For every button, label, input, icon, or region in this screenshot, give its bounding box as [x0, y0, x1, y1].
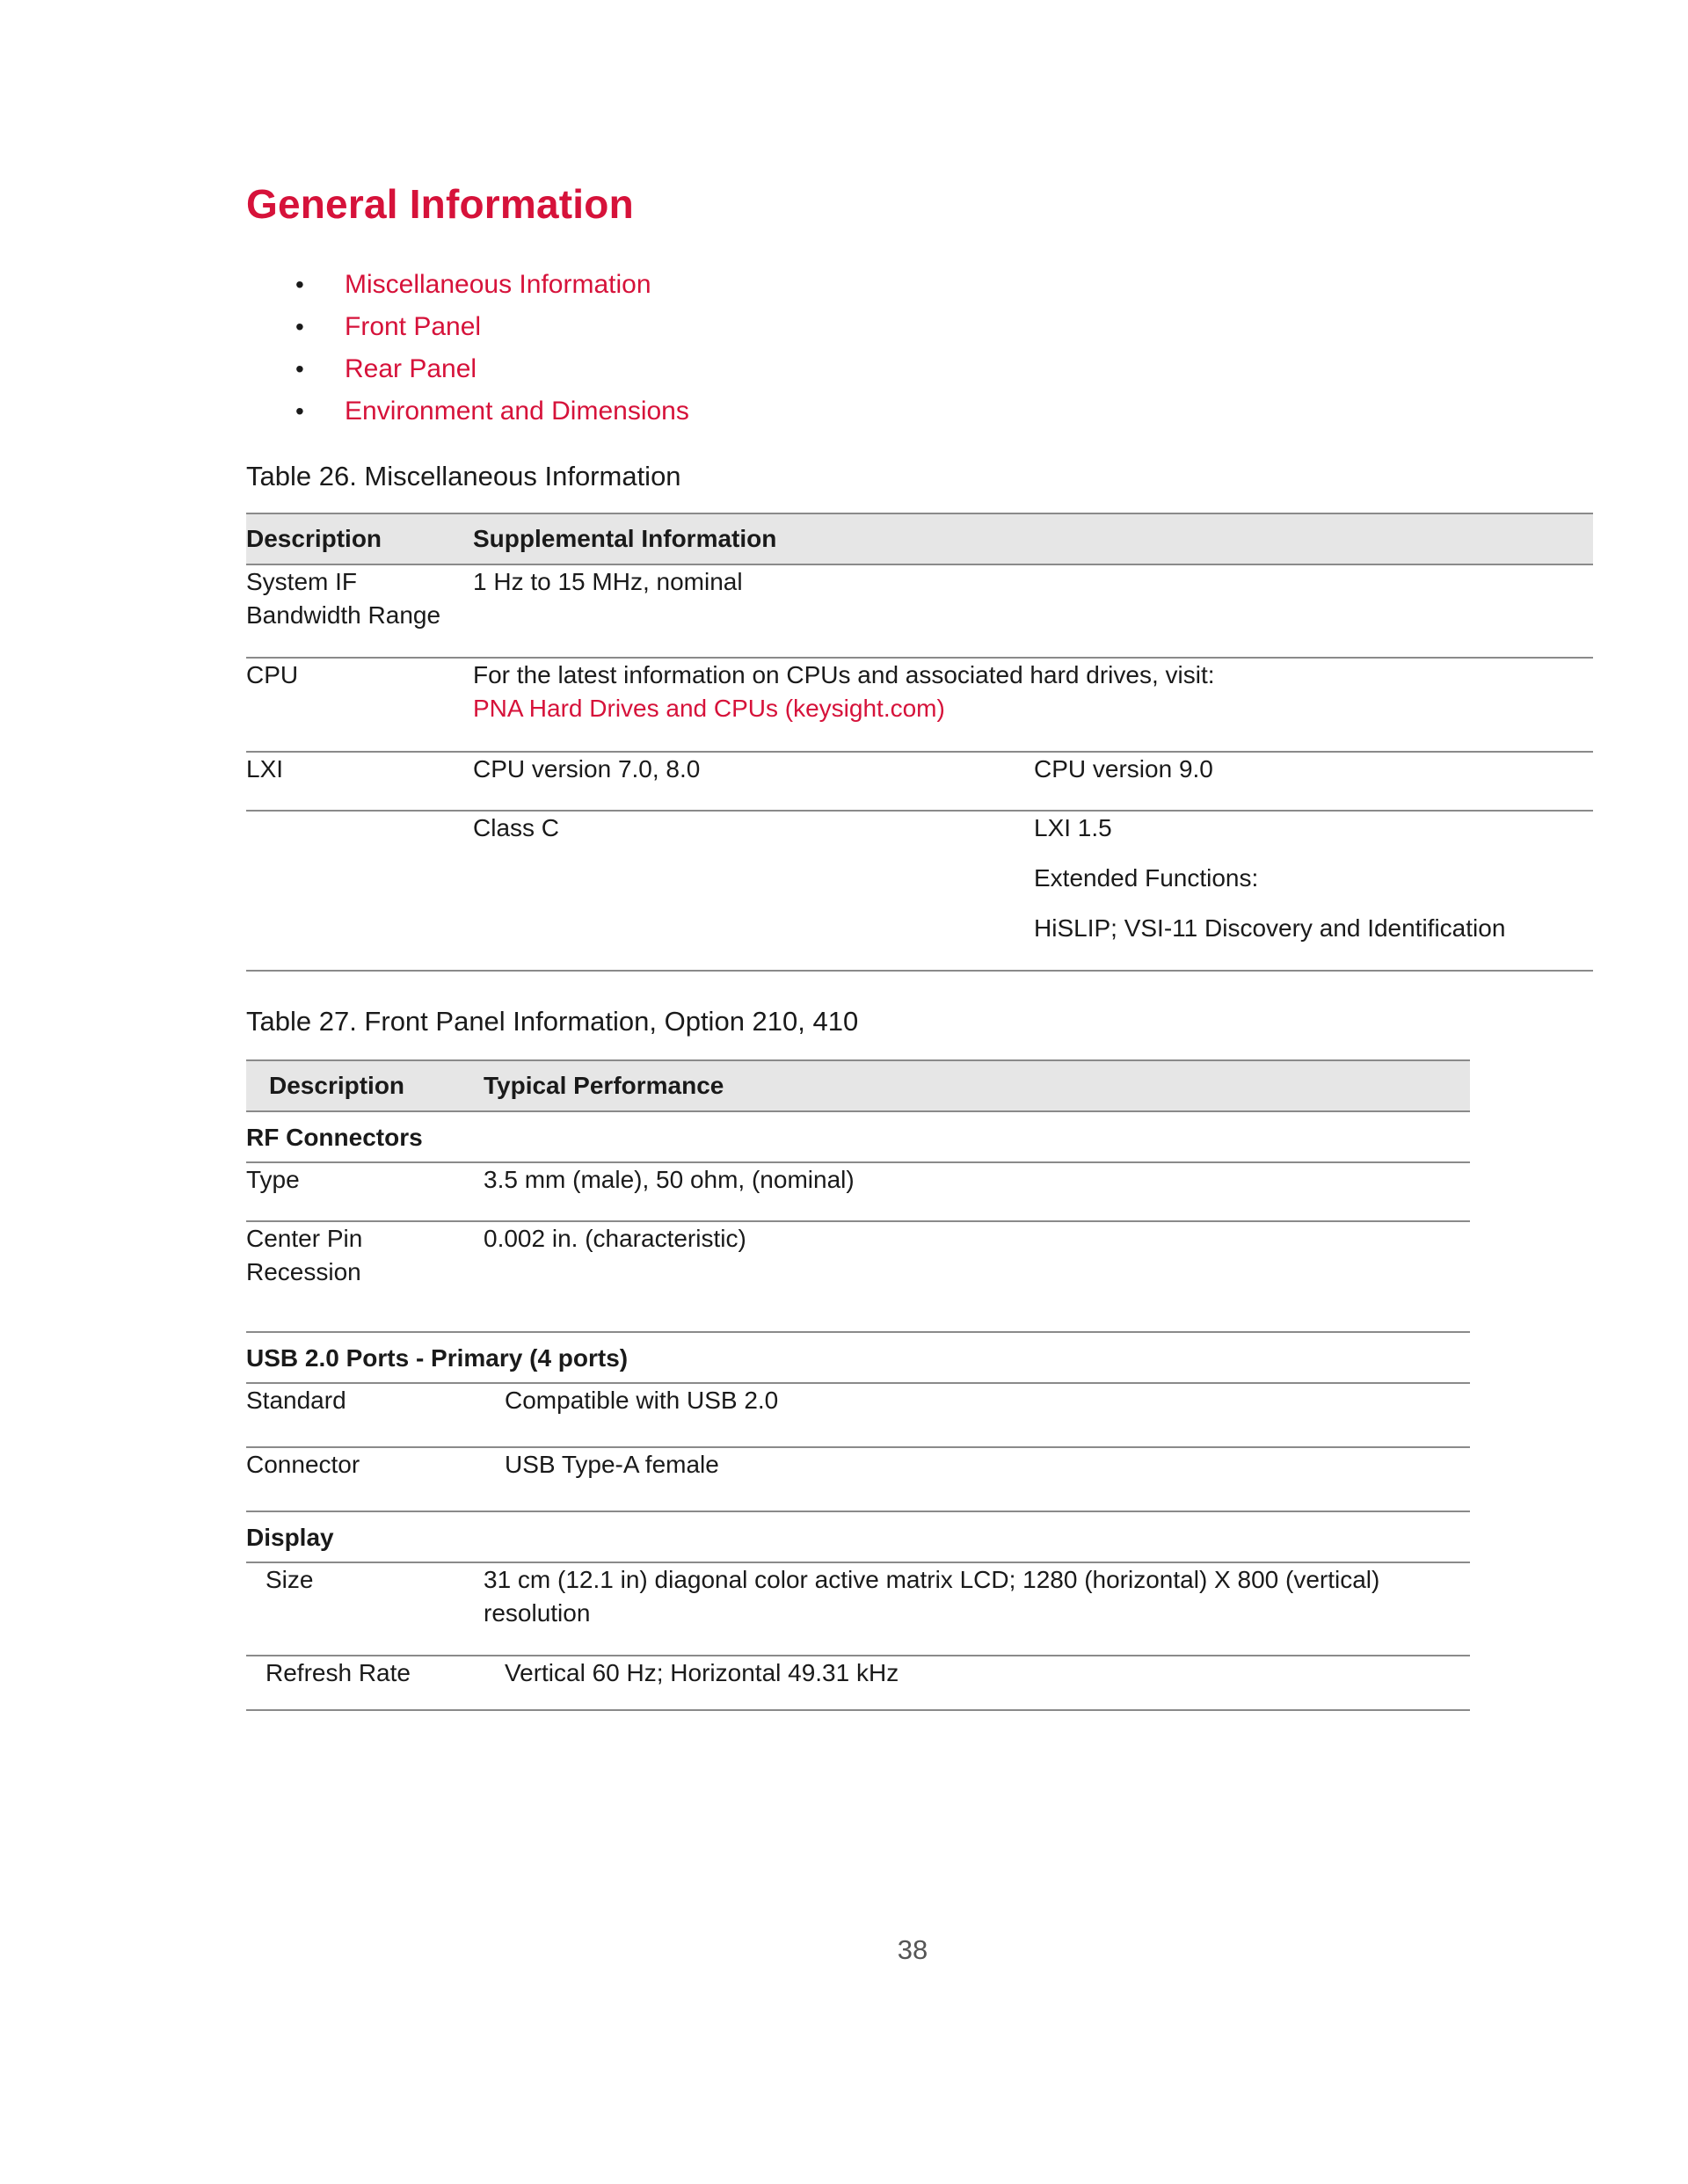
- table-header-row: [246, 1060, 1470, 1111]
- row-value: Compatible with USB 2.0: [505, 1387, 779, 1414]
- row-value: 0.002 in. (characteristic): [484, 1225, 746, 1252]
- list-item: [246, 306, 689, 348]
- row-value: CPU version 7.0, 8.0: [473, 755, 701, 783]
- lxi-extended-functions-label: Extended Functions:: [1034, 864, 1259, 892]
- cpu-info-text: For the latest information on CPUs and associated hard drives, visit:: [473, 661, 1215, 688]
- table-row: [246, 811, 1593, 971]
- bullet-icon: •: [295, 313, 304, 340]
- link-miscellaneous-information[interactable]: Miscellaneous Information: [345, 270, 651, 299]
- section-title: RF Connectors: [246, 1124, 423, 1151]
- section-row-usb-ports: [246, 1332, 1470, 1383]
- link-front-panel[interactable]: Front Panel: [345, 312, 482, 341]
- list-item: [246, 390, 689, 433]
- section-links-list: [246, 264, 689, 433]
- link-environment-and-dimensions[interactable]: Environment and Dimensions: [345, 397, 689, 426]
- table-27-caption: Table 27. Front Panel Information, Option 210, 410: [246, 1006, 859, 1037]
- section-title: USB 2.0 Ports - Primary (4 ports): [246, 1344, 629, 1372]
- table-row: [246, 752, 1593, 811]
- table-row: [246, 1383, 1470, 1447]
- row-value: Class C: [473, 814, 560, 841]
- row-value: [1034, 811, 1593, 971]
- row-description: [246, 811, 473, 971]
- pna-hard-drives-link[interactable]: PNA Hard Drives and CPUs (keysight.com): [473, 695, 945, 722]
- column-header-description: Description: [246, 525, 382, 552]
- section-row-rf-connectors: [246, 1111, 1470, 1162]
- bullet-icon: •: [295, 355, 304, 382]
- table-row: [246, 1221, 1470, 1332]
- column-header-typical-performance: Typical Performance: [484, 1072, 724, 1099]
- row-value: 3.5 mm (male), 50 ohm, (nominal): [484, 1166, 855, 1193]
- row-description: System IF Bandwidth Range: [246, 568, 441, 629]
- row-description: Center Pin Recession: [246, 1225, 363, 1285]
- page-number: 38: [897, 1934, 928, 1965]
- table-26-miscellaneous-information: [246, 513, 1593, 972]
- row-description: LXI: [246, 755, 284, 783]
- row-value: CPU version 9.0: [1034, 755, 1213, 783]
- row-description: Size: [266, 1566, 314, 1593]
- lxi-version: LXI 1.5: [1034, 814, 1112, 841]
- lxi-extended-functions-list: HiSLIP; VSI-11 Discovery and Identification: [1034, 914, 1506, 942]
- row-description: Standard: [246, 1387, 346, 1414]
- link-rear-panel[interactable]: Rear Panel: [345, 354, 477, 383]
- row-value: [473, 658, 1593, 752]
- section-row-display: [246, 1511, 1470, 1562]
- row-description: Type: [246, 1166, 300, 1193]
- column-header-supplemental-information: Supplemental Information: [473, 525, 777, 552]
- table-row: [246, 1656, 1470, 1710]
- table-row: [246, 1562, 1470, 1656]
- bullet-icon: •: [295, 397, 304, 425]
- row-value: Vertical 60 Hz; Horizontal 49.31 kHz: [505, 1659, 899, 1686]
- row-value: 31 cm (12.1 in) diagonal color active matrix LCD; 1280 (horizontal) X 800 (vertical) resolution: [484, 1566, 1380, 1627]
- row-value: USB Type-A female: [505, 1451, 719, 1478]
- row-value: 1 Hz to 15 MHz, nominal: [473, 568, 743, 595]
- table-header-row: [246, 513, 1593, 564]
- list-item: [246, 264, 689, 306]
- table-row: [246, 564, 1593, 658]
- section-title: Display: [246, 1524, 334, 1551]
- page-title: General Information: [246, 181, 634, 227]
- table-row: [246, 1162, 1470, 1221]
- table-row: [246, 1447, 1470, 1511]
- list-item: [246, 348, 689, 390]
- column-header-description: Description: [269, 1072, 405, 1099]
- row-description: Refresh Rate: [266, 1659, 411, 1686]
- table-26-caption: Table 26. Miscellaneous Information: [246, 461, 681, 491]
- bullet-icon: •: [295, 271, 304, 298]
- row-description: Connector: [246, 1451, 360, 1478]
- row-description: CPU: [246, 661, 299, 688]
- table-row: [246, 658, 1593, 752]
- table-27-front-panel-information: [246, 1059, 1470, 1711]
